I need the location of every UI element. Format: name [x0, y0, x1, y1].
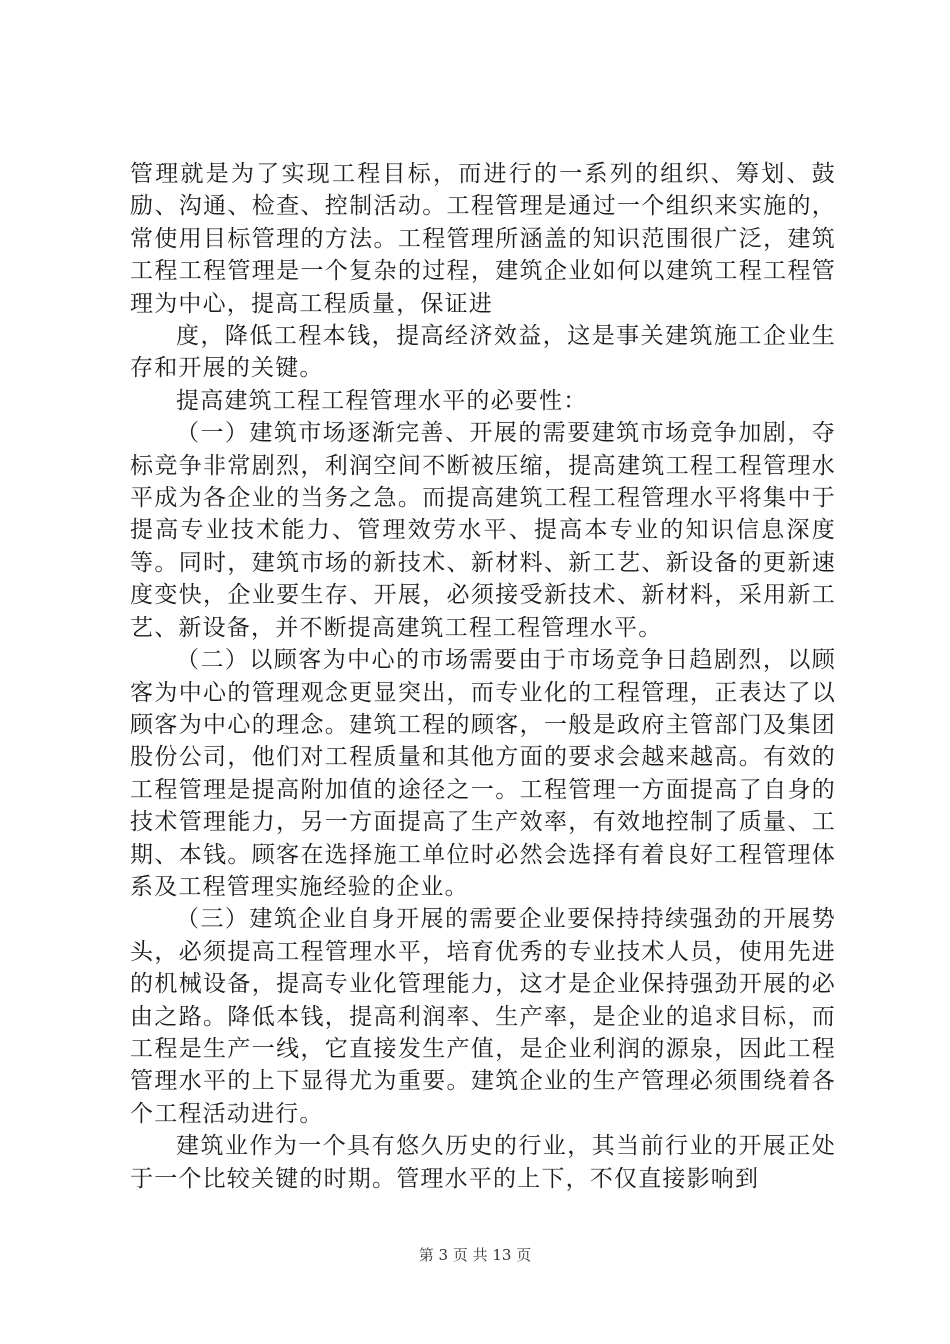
section-heading: 提高建筑工程工程管理水平的必要性： [176, 387, 588, 414]
paragraph: （一）建筑市场逐渐完善、开展的需要建筑市场竞争加剧，夺标竞争非常剧烈，利润空间不断被压缩，提高建筑工程工程管理水平成为各企业的当务之急。而提高建筑工程工程管理水平将集中于提高专业技术能力、管理效劳水平、提高本专业的知识信息深度等。同时，建筑市场的新技术、新材料、新工艺、新设备的更新速度变快，企业要生存、开展，必须接受新技术、新材料，采用新工艺、新设备，并不断提高建筑工程工程管理水平。 [130, 420, 836, 641]
paragraph: 度，降低工程本钱，提高经济效益，这是事关建筑施工企业生存和开展的关键。 [130, 323, 836, 382]
paragraph: 建筑业作为一个具有悠久历史的行业，其当前行业的开展正处于一个比较关键的时期。管理水平的上下，不仅直接影响到 [130, 1133, 836, 1192]
paragraph: （三）建筑企业自身开展的需要企业要保持持续强劲的开展势头，必须提高工程管理水平，培育优秀的专业技术人员，使用先进的机械设备，提高专业化管理能力，这才是企业保持强劲开展的必由之路。降低本钱，提高利润率、生产率，是企业的追求目标，而工程是生产一线，它直接发生产值，是企业利润的源泉，因此工程管理水平的上下显得尤为重要。建筑企业的生产管理必须围绕着各个工程活动进行。 [130, 906, 836, 1127]
paragraph: 管理就是为了实现工程目标，而进行的一系列的组织、筹划、鼓励、沟通、检查、控制活动。工程管理是通过一个组织来实施的，常使用目标管理的方法。工程管理所涵盖的知识范围很广泛，建筑工程工程管理是一个复杂的过程，建筑企业如何以建筑工程工程管理为中心，提高工程质量，保证进 [130, 161, 836, 317]
body-text [130, 158, 836, 1195]
page-number-footer: 第 3 页 共 13 页 [418, 1246, 532, 1264]
paragraph: （二）以顾客为中心的市场需要由于市场竞争日趋剧烈，以顾客为中心的管理观念更显突出，而专业化的工程管理，正表达了以顾客为中心的理念。建筑工程的顾客，一般是政府主管部门及集团股份公司，他们对工程质量和其他方面的要求会越来越高。有效的工程管理是提高附加值的途径之一。工程管理一方面提高了自身的技术管理能力，另一方面提高了生产效率，有效地控制了质量、工期、本钱。顾客在选择施工单位时必然会选择有着良好工程管理体系及工程管理实施经验的企业。 [130, 647, 836, 900]
